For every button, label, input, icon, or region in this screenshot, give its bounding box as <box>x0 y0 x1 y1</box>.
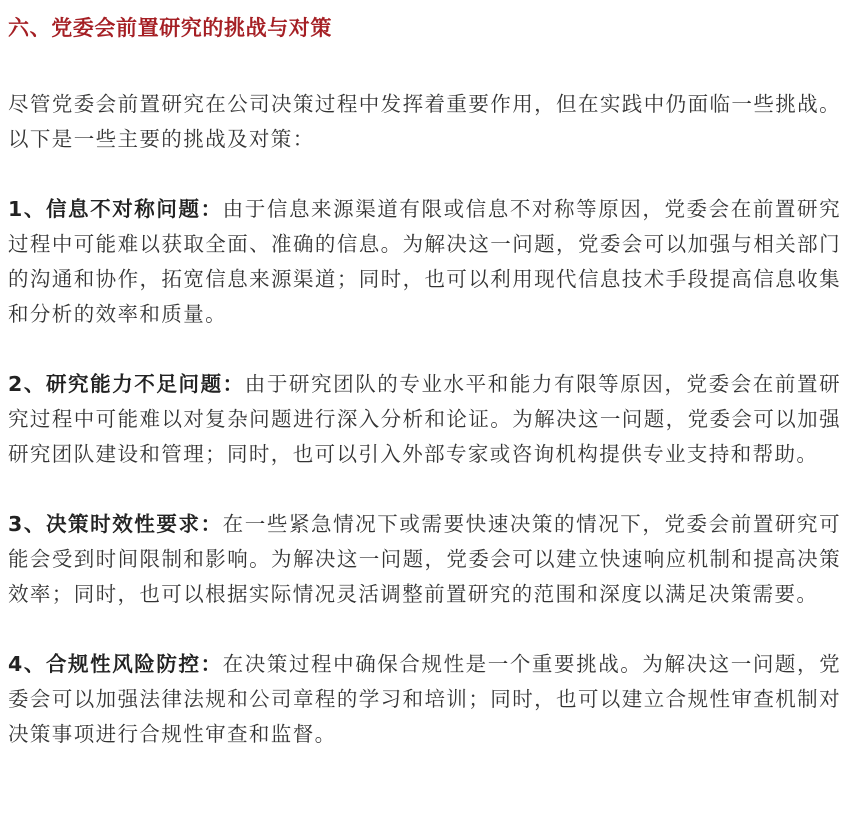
challenge-item-3 <box>8 507 841 612</box>
challenge-item-title: 2、研究能力不足问题： <box>8 372 245 396</box>
challenge-item-body: 在一些紧急情况下或需要快速决策的情况下，党委会前置研究可能会受到时间限制和影响。为解决这一问题，党委会可以建立快速响应机制和提高决策效率；同时，也可以根据实际情况灵活调整前置研究的范围和深度以满足决策需要。 <box>8 512 842 606</box>
intro-paragraph: 尽管党委会前置研究在公司决策过程中发挥着重要作用，但在实践中仍面临一些挑战。以下是一些主要的挑战及对策： <box>8 92 841 151</box>
section-title: 六、党委会前置研究的挑战与对策 <box>8 16 332 40</box>
challenge-item-body: 在决策过程中确保合规性是一个重要挑战。为解决这一问题，党委会可以加强法律法规和公司章程的学习和培训；同时，也可以建立合规性审查机制对决策事项进行合规性审查和监督。 <box>8 652 842 746</box>
challenge-item-body: 由于研究团队的专业水平和能力有限等原因，党委会在前置研究过程中可能难以对复杂问题进行深入分析和论证。为解决这一问题，党委会可以加强研究团队建设和管理；同时，也可以引入外部专家或咨询机构提供专业支持和帮助。 <box>8 372 841 466</box>
challenge-item-1 <box>8 192 841 332</box>
challenge-item-4 <box>8 647 841 752</box>
challenge-item-title: 1、信息不对称问题： <box>8 197 223 221</box>
challenge-item-2 <box>8 367 841 472</box>
challenge-item-title: 3、决策时效性要求： <box>8 512 223 536</box>
challenge-item-title: 4、合规性风险防控： <box>8 652 223 676</box>
challenge-item-body: 由于信息来源渠道有限或信息不对称等原因，党委会在前置研究过程中可能难以获取全面、准确的信息。为解决这一问题，党委会可以加强与相关部门的沟通和协作，拓宽信息来源渠道；同时，也可以利用现代信息技术手段提高信息收集和分析的效率和质量。 <box>8 197 842 326</box>
